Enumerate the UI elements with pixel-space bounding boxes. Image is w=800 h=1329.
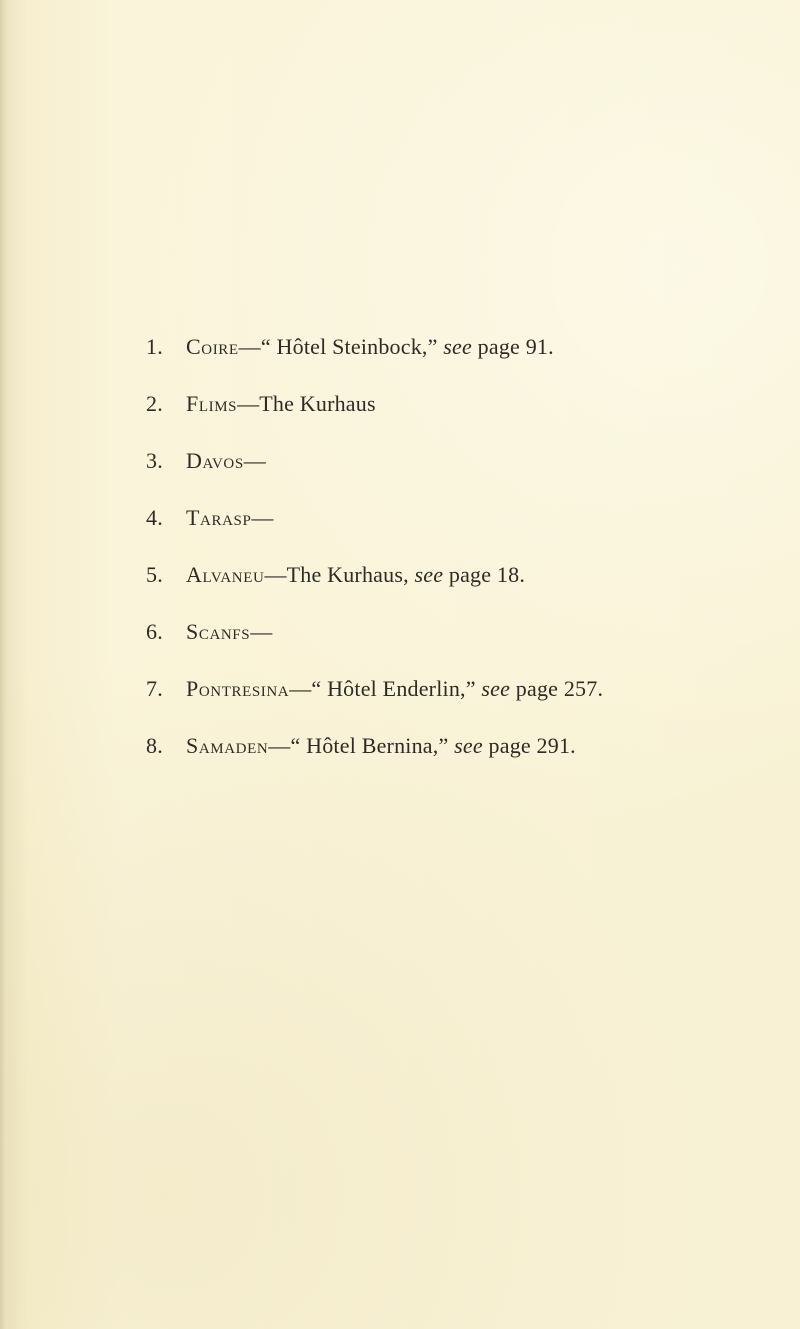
item-number: 1. [146, 334, 163, 359]
description: —“ Hôtel Enderlin,” [289, 676, 482, 701]
description: — [251, 505, 274, 530]
list-item-3 [146, 446, 766, 503]
place-name: Alvaneu [186, 562, 265, 587]
list-item-6 [146, 617, 766, 674]
item-text [186, 446, 266, 476]
item-text [186, 731, 576, 761]
place-name: Davos [186, 448, 244, 473]
description: — [243, 448, 266, 473]
item-text [186, 332, 554, 362]
description: —“ Hôtel Steinbock,” [238, 334, 444, 359]
hotel-list [146, 332, 766, 788]
page-reference: page 91. [471, 334, 554, 359]
description: — [250, 619, 273, 644]
item-number: 5. [146, 562, 163, 587]
item-number: 4. [146, 505, 163, 530]
page-reference: page 291. [482, 733, 576, 758]
item-text [186, 674, 603, 704]
list-item-2 [146, 389, 766, 446]
item-number: 2. [146, 391, 163, 416]
item-number: 7. [146, 676, 163, 701]
list-item-4 [146, 503, 766, 560]
place-name: Pontresina [186, 676, 290, 701]
see-reference: see [443, 334, 472, 359]
place-name: Tarasp [186, 505, 252, 530]
item-text [186, 389, 376, 419]
list-item-8 [146, 731, 766, 788]
place-name: Scanfs [186, 619, 251, 644]
see-reference: see [414, 562, 444, 587]
item-number: 3. [146, 448, 163, 473]
description: —The Kurhaus, [264, 562, 415, 587]
page-reference: page 18. [443, 562, 526, 587]
place-name: Samaden [186, 733, 269, 758]
item-text [186, 503, 274, 533]
item-number: 6. [146, 619, 163, 644]
list-item-7 [146, 674, 766, 731]
see-reference: see [481, 676, 511, 701]
page-edge-shadow [0, 0, 10, 1329]
item-text [186, 617, 272, 647]
place-name: Coire [186, 334, 239, 359]
page-reference: page 257. [510, 676, 604, 701]
item-text [186, 560, 525, 590]
description: —The Kurhaus [237, 391, 376, 416]
place-name: Flims [186, 391, 238, 416]
description: —“ Hôtel Bernina,” [268, 733, 455, 758]
list-item-1 [146, 332, 766, 389]
list-item-5 [146, 560, 766, 617]
item-number: 8. [146, 733, 163, 758]
see-reference: see [454, 733, 483, 758]
